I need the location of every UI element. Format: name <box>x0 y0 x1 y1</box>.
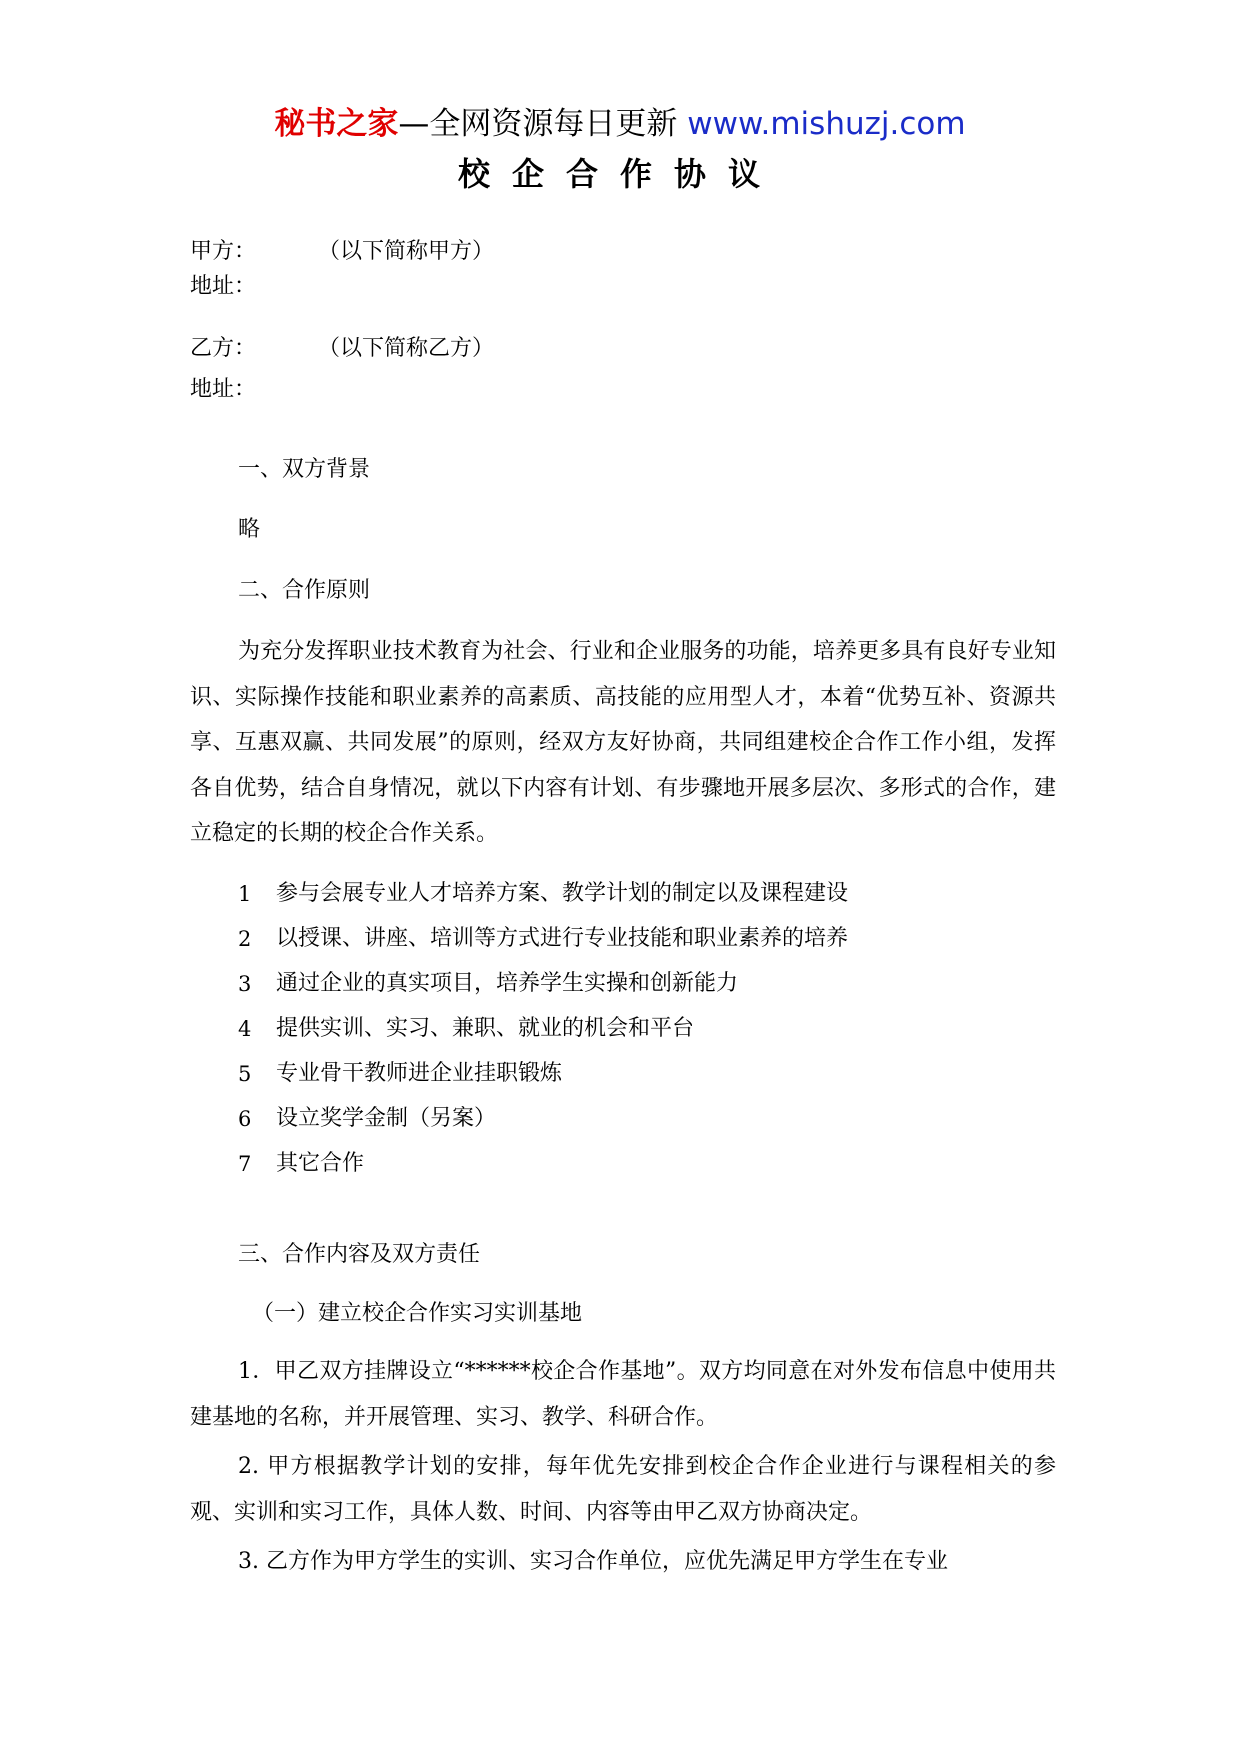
party-b-address-label: 地址： <box>190 377 257 402</box>
section-1-heading: 一、双方背景 <box>238 457 371 482</box>
party-a-label: 甲方： <box>190 239 257 264</box>
list-item-number: 4 <box>238 1017 252 1041</box>
clause-1: 1．甲乙双方挂牌设立“******校企合作基地”。双方均同意在对外发布信息中使用共建基地的名称，并开展管理、实习、教学、科研合作。 <box>190 1359 1056 1430</box>
site-banner <box>0 104 1240 144</box>
list-item-number: 7 <box>238 1152 252 1176</box>
list-item-number: 6 <box>238 1107 252 1131</box>
list-item: 提供实训、实习、兼职、就业的机会和平台 <box>276 1016 695 1041</box>
party-a-address-label: 地址： <box>190 274 257 299</box>
list-item: 参与会展专业人才培养方案、教学计划的制定以及课程建设 <box>276 881 849 906</box>
document-title: 校企合作协议 <box>457 155 782 193</box>
section-2-paragraph: 为充分发挥职业技术教育为社会、行业和企业服务的功能，培养更多具有良好专业知识、实际操作技能和职业素养的高素质、高技能的应用型人才，本着“优势互补、资源共享、互惠双赢、共同发展”的原则，经双方友好协商，共同组建校企合作工作小组，发挥各自优势，结合自身情况，就以下内容有计划、有步骤地开展多层次、多形式的合作，建立稳定的长期的校企合作关系。 <box>190 639 1056 846</box>
banner-tagline: —全网资源每日更新 <box>398 106 678 142</box>
section-1-text: 略 <box>238 517 261 542</box>
list-item-number: 3 <box>238 972 252 996</box>
party-b-note: （以下简称乙方） <box>318 336 495 361</box>
banner-url-link[interactable]: www.mishuzj.com <box>687 106 966 142</box>
list-item: 专业骨干教师进企业挂职锻炼 <box>276 1061 563 1086</box>
banner-brand: 秘书之家 <box>274 106 399 142</box>
section-3-heading: 三、合作内容及双方责任 <box>238 1242 481 1267</box>
list-item-number: 5 <box>238 1062 252 1086</box>
list-item: 通过企业的真实项目，培养学生实操和创新能力 <box>276 971 739 996</box>
list-item: 其它合作 <box>276 1151 365 1176</box>
clause-2: 2. 甲方根据教学计划的安排，每年优先安排到校企合作企业进行与课程相关的参观、实训和实习工作，具体人数、时间、内容等由甲乙双方协商决定。 <box>190 1454 1056 1525</box>
section-2-heading: 二、合作原则 <box>238 578 371 603</box>
list-item: 设立奖学金制（另案） <box>276 1106 497 1131</box>
clause-3: 3. 乙方作为甲方学生的实训、实习合作单位，应优先满足甲方学生在专业 <box>238 1549 948 1574</box>
party-a-note: （以下简称甲方） <box>318 239 495 264</box>
party-b-label: 乙方： <box>190 336 257 361</box>
list-item-number: 2 <box>238 927 252 951</box>
list-item-number: 1 <box>238 882 252 906</box>
list-item: 以授课、讲座、培训等方式进行专业技能和职业素养的培养 <box>276 926 849 951</box>
section-3-subheading: （一）建立校企合作实习实训基地 <box>252 1301 583 1326</box>
